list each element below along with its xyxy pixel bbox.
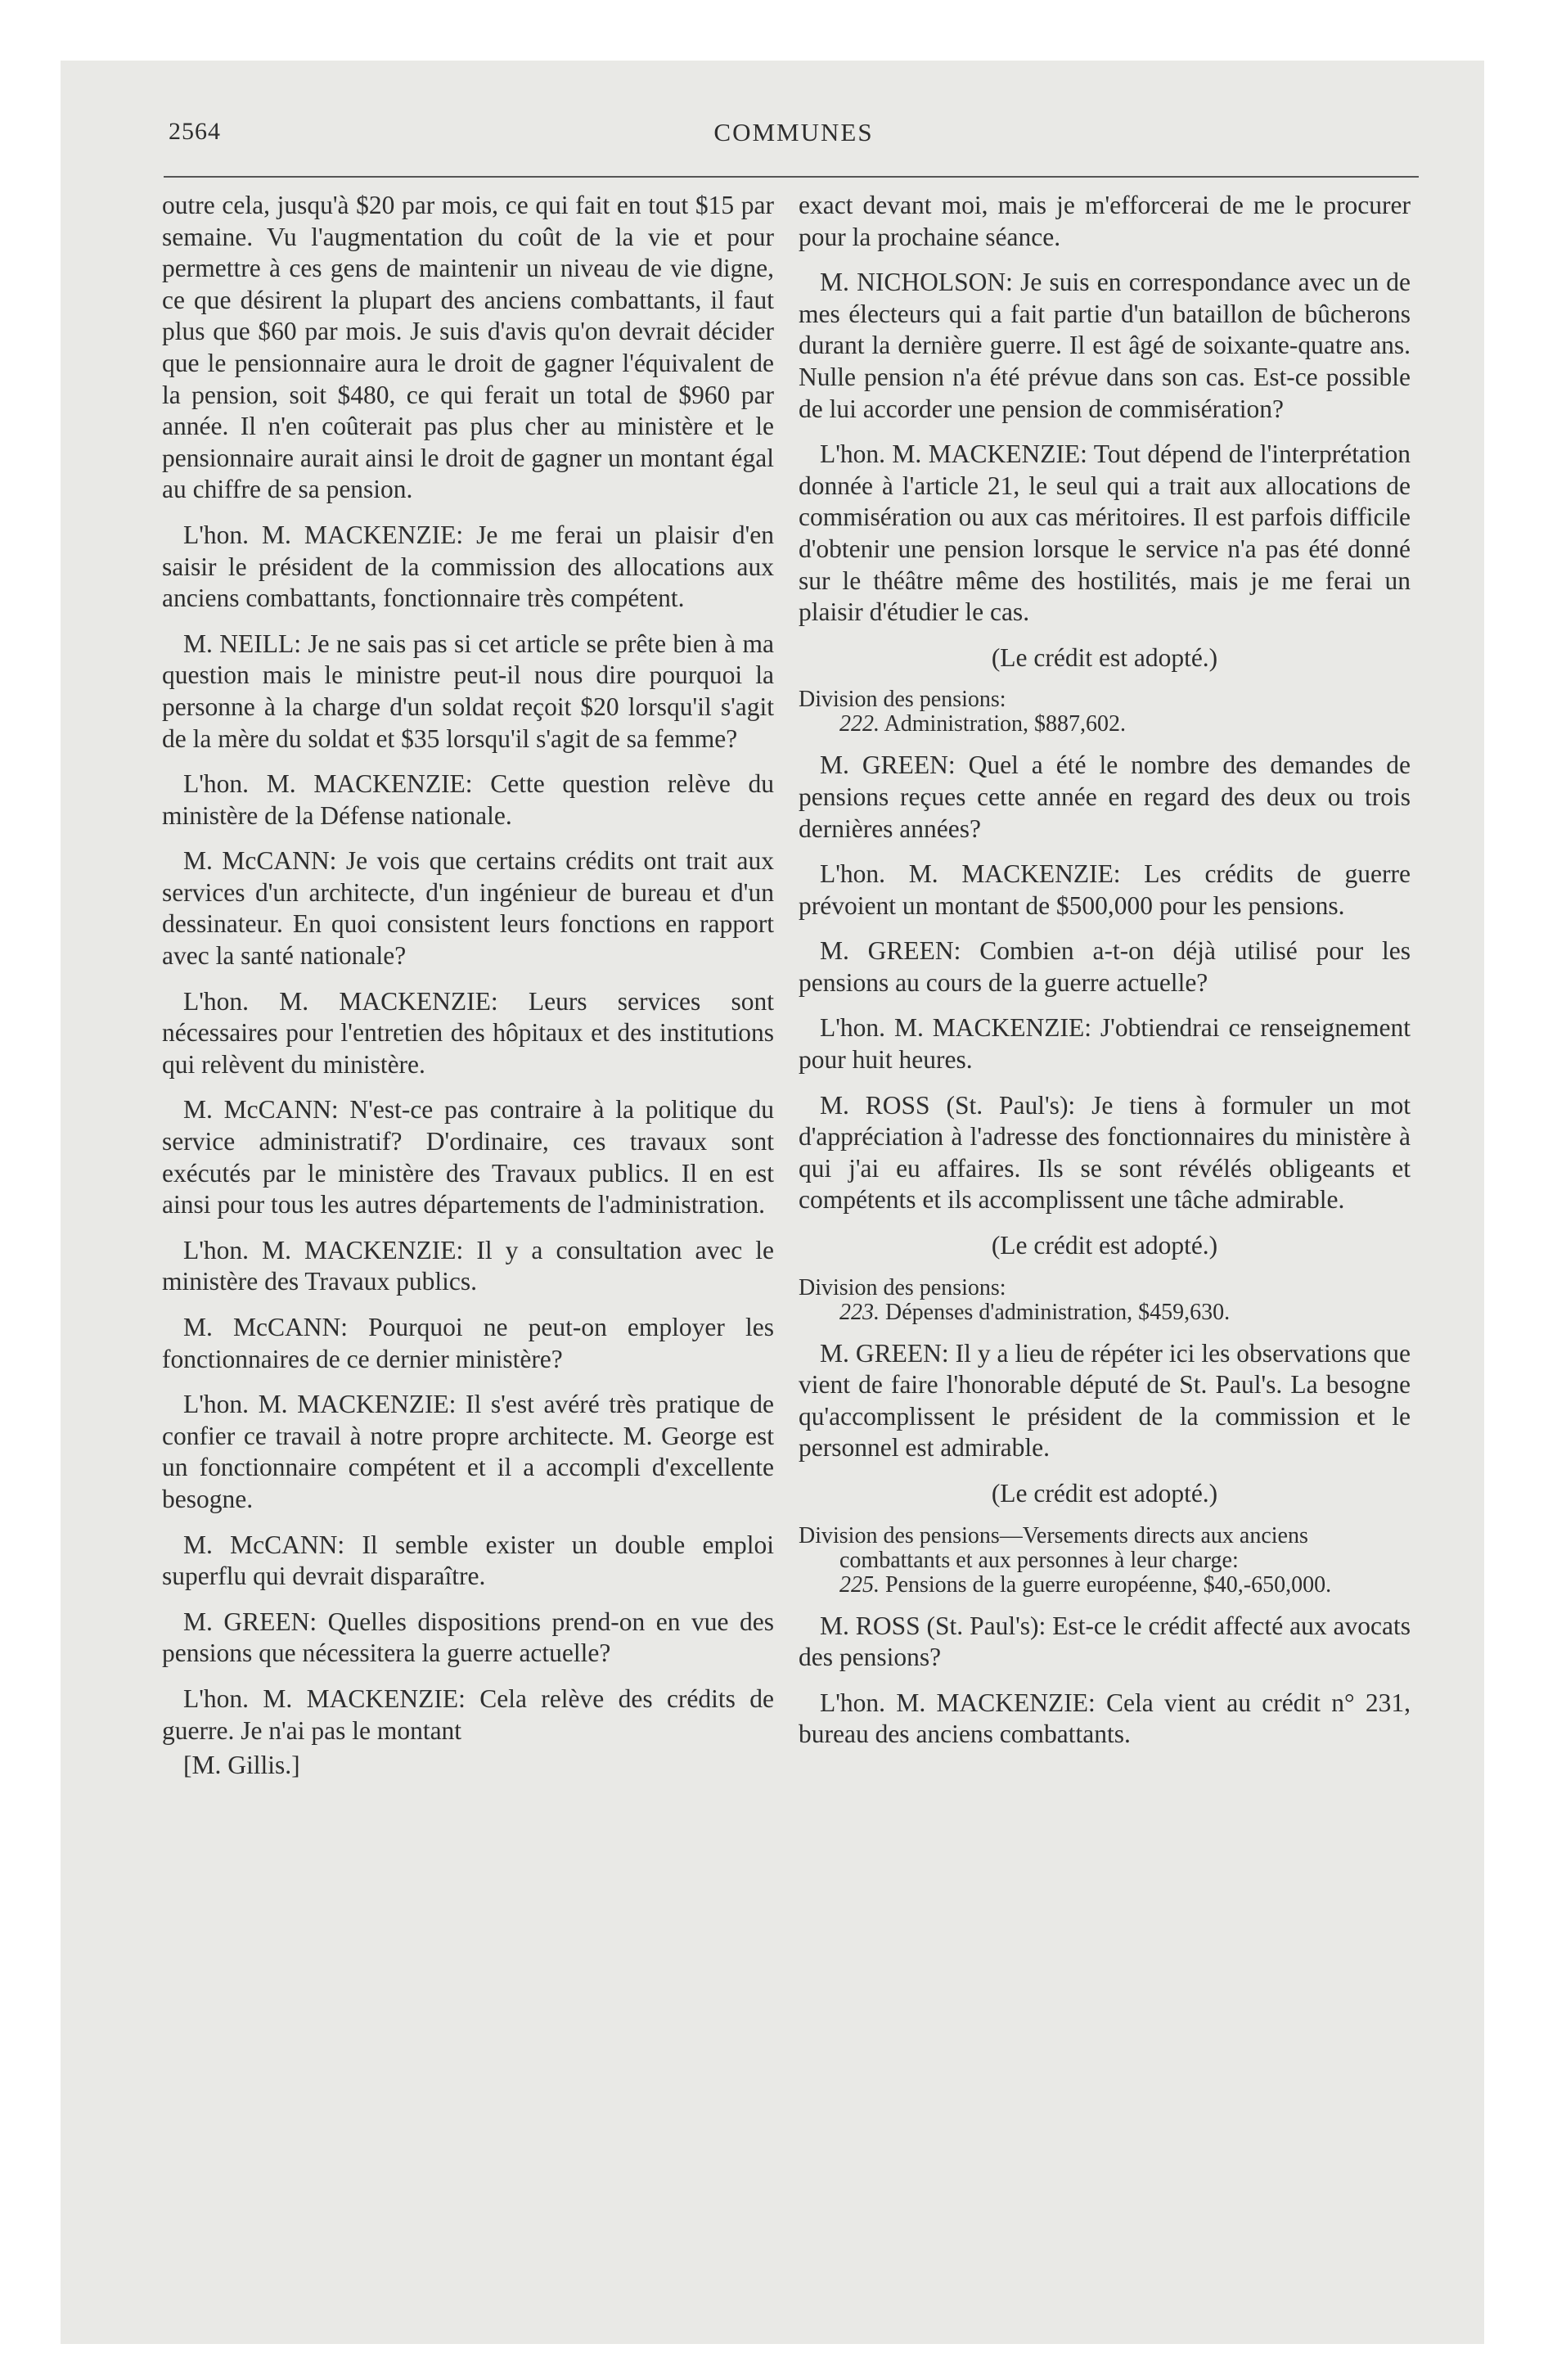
paragraph: M. NICHOLSON: Je suis en correspondance avec un de mes électeurs qui a fait partie d'un bataillon de bûcherons durant la dernière guerre. Il est âgé de soixante-quatre ans. Nulle pension n'a été prévue dans son cas. Est-ce possible de lui accorder une pension de commisération?: [799, 268, 1411, 423]
paragraph: L'hon. M. MACKENZIE: Cette question relève du ministère de la Défense nationale.: [162, 769, 774, 830]
paragraph: L'hon. M. MACKENZIE: Leurs services sont nécessaires pour l'entretien des hôpitaux et des institutions qui relèvent du ministère.: [162, 986, 774, 1079]
vote-division: [799, 1276, 1411, 1325]
page-number: 2564: [169, 118, 221, 145]
vote-text: Dépenses d'administration, $459,630.: [885, 1299, 1231, 1325]
left-column: [162, 190, 774, 1796]
vote-number: 223.: [839, 1299, 880, 1325]
division-heading: Division des pensions—Versements directs aux anciens combattants et aux personnes à leur charge:: [799, 1522, 1308, 1573]
vote-item: [799, 1573, 1411, 1598]
paragraph: M. McCANN: N'est-ce pas contraire à la politique du service administratif? D'ordinaire, ces travaux sont exécutés par le ministère des Travaux publics. Il en est ainsi pour tous les autres départements de l'administration.: [162, 1095, 774, 1219]
vote-division: [799, 1524, 1411, 1598]
paragraph: L'hon. M. MACKENZIE: Cela relève des crédits de guerre. Je n'ai pas le montant: [162, 1684, 774, 1745]
vote-text: Pensions de la guerre européenne, $40,-650,000.: [885, 1571, 1332, 1598]
vote-adopted: (Le crédit est adopté.): [991, 642, 1218, 672]
paragraph: L'hon. M. MACKENZIE: Cela vient au crédit n° 231, bureau des anciens combattants.: [799, 1688, 1411, 1749]
paragraph: exact devant moi, mais je m'efforcerai de me le procurer pour la prochaine séance.: [799, 191, 1411, 251]
paragraph: L'hon. M. MACKENZIE: Il y a consultation avec le ministère des Travaux publics.: [162, 1235, 774, 1296]
vote-text: Administration, $887,602.: [884, 711, 1127, 737]
page-header: [169, 118, 1419, 152]
paragraph: outre cela, jusqu'à $20 par mois, ce qui fait en tout $15 par semaine. Vu l'augmentation du coût de la vie et pour permettre à ces gens de maintenir un niveau de vie digne, ce que désirent la plupart des anciens combattants, il faut plus que $60 par mois. Je suis d'avis qu'on devrait décider que le pensionnaire aura le droit de gagner l'équivalent de la pension, soit $480, ce qui ferait un total de $960 par année. Il n'en coûterait pas plus cher au ministère et le pensionnaire aurait ainsi le droit de gagner un montant égal au chiffre de sa pension.: [162, 191, 774, 504]
paragraph: M. GREEN: Combien a-t-on déjà utilisé pour les pensions au cours de la guerre actuelle?: [799, 936, 1411, 997]
paragraph: M. GREEN: Quel a été le nombre des demandes de pensions reçues cette année en regard des deux ou trois dernières années?: [799, 751, 1411, 843]
vote-item: [799, 1300, 1411, 1325]
running-head: COMMUNES: [713, 118, 874, 146]
paragraph: L'hon. M. MACKENZIE: Il s'est avéré très pratique de confier ce travail à notre propre architecte. M. George est un fonctionnaire compétent et il a accompli d'excellente besogne.: [162, 1390, 774, 1513]
paragraph: M. GREEN: Quelles dispositions prend-on en vue des pensions que nécessitera la guerre actuelle?: [162, 1607, 774, 1668]
paragraph: L'hon. M. MACKENZIE: Les crédits de guerre prévoient un montant de $500,000 pour les pensions.: [799, 859, 1411, 920]
division-heading: Division des pensions:: [799, 687, 1006, 713]
vote-adopted: (Le crédit est adopté.): [991, 1231, 1218, 1260]
vote-item: [799, 712, 1411, 737]
vote-number: 225.: [839, 1571, 880, 1598]
right-column: [799, 190, 1411, 1765]
vote-number: 222.: [839, 711, 880, 737]
paragraph: M. ROSS (St. Paul's): Je tiens à formuler un mot d'appréciation à l'adresse des fonctionnaires du ministère à qui j'ai eu affaires. Ils se sont révélés obligeants et compétents et ils accomplissent une tâche admirable.: [799, 1090, 1411, 1215]
paragraph: M. NEILL: Je ne sais pas si cet article se prête bien à ma question mais le ministre peut-il nous dire pourquoi la personne à la charge d'un soldat reçoit $20 lorsqu'il s'agit de la mère du soldat et $35 lorsqu'il s'agit de sa femme?: [162, 629, 774, 753]
paragraph: M. McCANN: Pourquoi ne peut-on employer les fonctionnaires de ce dernier ministère?: [162, 1313, 774, 1373]
paragraph: M. McCANN: Je vois que certains crédits ont trait aux services d'un architecte, d'un ingénieur de bureau et d'un dessinateur. En quoi consistent leurs fonctions en rapport avec la santé nationale?: [162, 846, 774, 971]
paragraph: M. ROSS (St. Paul's): Est-ce le crédit affecté aux avocats des pensions?: [799, 1611, 1411, 1672]
vote-division: [799, 687, 1411, 737]
paragraph: L'hon. M. MACKENZIE: Tout dépend de l'interprétation donnée à l'article 21, le seul qui a trait aux allocations de commisération ou aux cas méritoires. Il est parfois difficile d'obtenir une pension lorsque le service n'a pas été donné sur le théâtre même des hostilités, mais je me ferai un plaisir d'étudier le cas.: [799, 439, 1411, 627]
paragraph: M. GREEN: Il y a lieu de répéter ici les observations que vient de faire l'honorable député de St. Paul's. La besogne qu'accomplissent le président de la commission et le personnel est admirable.: [799, 1338, 1411, 1463]
division-heading: Division des pensions:: [799, 1274, 1006, 1300]
paragraph: M. McCANN: Il semble exister un double emploi superflu qui devrait disparaître.: [162, 1530, 774, 1591]
vote-adopted: (Le crédit est adopté.): [991, 1479, 1218, 1508]
paragraph: L'hon. M. MACKENZIE: J'obtiendrai ce renseignement pour huit heures.: [799, 1013, 1411, 1075]
speaker-attribution: [M. Gillis.]: [183, 1751, 300, 1780]
header-rule: [164, 176, 1419, 178]
paragraph: L'hon. M. MACKENZIE: Je me ferai un plaisir d'en saisir le président de la commission des allocations aux anciens combattants, fonctionnaire très compétent.: [162, 520, 774, 613]
